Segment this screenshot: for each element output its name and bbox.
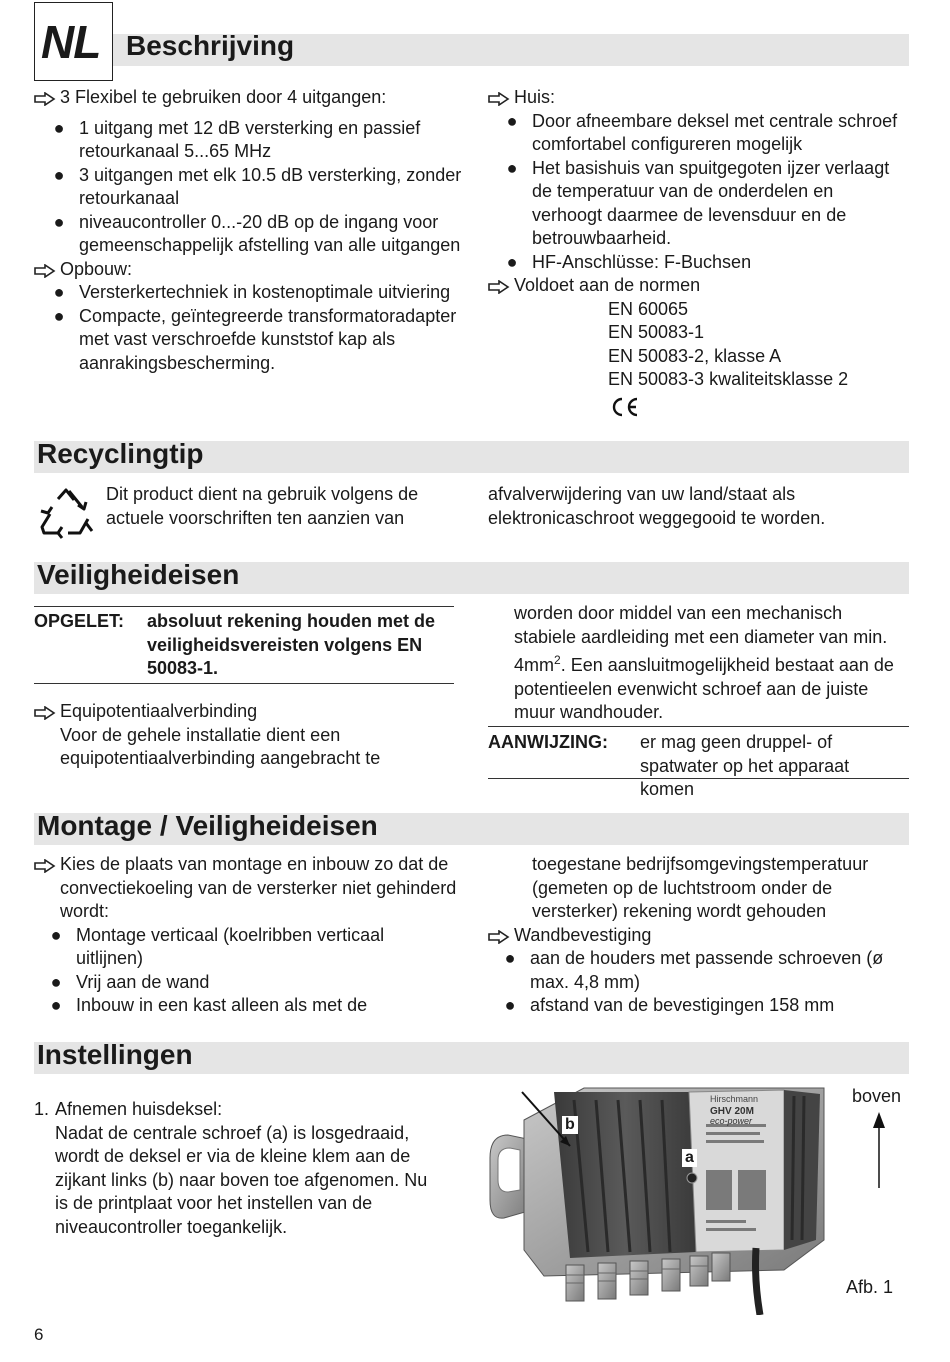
list-item: ● Door afneembare deksel met centrale schroef comfortabel configureren mogelijk <box>506 110 898 154</box>
list-item: ● Inbouw in een kast alleen als met de <box>50 995 368 1015</box>
divider <box>488 778 909 779</box>
hollow-arrow-right-icon <box>34 264 56 278</box>
warning-label: OPGELET: <box>34 611 125 631</box>
settings-step-text: Nadat de centrale schroef (a) is losgedraaid, wordt de deksel er via de kleine klem aan de zijkant links (b) naar boven toe afgenomen. Nu is de printplaat voor het instellen van de niveaucontroller toegankelijk. <box>55 1122 428 1237</box>
montage-right <box>488 853 908 1018</box>
list-item: ● afstand van de bevestigingen 158 mm <box>504 995 835 1015</box>
hollow-arrow-right-icon <box>34 859 56 873</box>
list-item: ● aan de houders met passende schroeven (ø max. 4,8 mm) <box>504 948 884 992</box>
description-right <box>488 86 908 424</box>
divider <box>34 606 454 607</box>
norm-item: EN 50083-2, klasse A <box>608 345 782 366</box>
hollow-arrow-right-icon <box>34 92 56 106</box>
list-item: ● HF-Anschlüsse: F-Buchsen <box>506 251 752 272</box>
figure-label-b: b <box>562 1116 578 1134</box>
hollow-arrow-right-icon <box>488 930 510 944</box>
list-item: ● Compacte, geïntegreerde transformatoradapter met vast verschroefde kunststof kap als aanrakingsbescherming. <box>53 305 457 373</box>
equipotential-block <box>34 700 454 771</box>
feature-opbouw: Opbouw: <box>34 258 464 282</box>
hollow-arrow-right-icon <box>34 706 56 720</box>
safety-right-text: worden door middel van een mechanisch stabiele aardleiding met een diameter van min. $4mm^2$. Een aansluitmogelijkheid bestaat aan de potentieelen evenwicht schroef aan de juiste muur wandhouder. <box>514 603 894 722</box>
list-item: ● Montage verticaal (koelribben verticaal uitlijnen) <box>50 924 385 968</box>
recycling-text-left: Dit product dient na gebruik volgens de actuele voorschriften ten aanzien van <box>106 484 419 528</box>
settings-step-title: Afnemen huisdeksel: <box>55 1099 223 1119</box>
equipotential-title: Equipotentiaalverbinding <box>60 701 258 721</box>
section-title-beschrijving: Beschrijving <box>126 30 295 61</box>
montage-continuation: toegestane bedrijfsomgevingstemperatuur (gemeten op de luchtstroom onder de versterker) rekening wordt gehouden <box>532 854 869 921</box>
list-item: ● Het basishuis van spuitgegoten ijzer verlaagt de temperatuur van de onderdelen en verhoogt daarmee de levensduur en de betrouwbaarheid. <box>506 157 890 248</box>
language-badge <box>34 2 113 81</box>
device-brand: Hirschmann <box>710 1094 759 1104</box>
montage-intro: Kies de plaats van montage en inbouw zo dat de convectiekoeling van de versterker niet gehinderd wordt: <box>60 854 457 921</box>
description-left <box>34 86 464 375</box>
list-item: ● niveaucontroller 0...-20 dB op de ingang voor gemeenschappelijk afstelling van alle uitgangen <box>53 211 461 255</box>
section-title-recycling: Recyclingtip <box>37 438 204 469</box>
section-title-veiligheid: Veiligheideisen <box>37 559 240 590</box>
feature-huis: Huis: <box>488 86 908 110</box>
settings-step <box>55 1098 440 1239</box>
list-item: ● 1 uitgang met 12 dB versterking en passief retourkanaal 5...65 MHz <box>53 117 421 161</box>
hollow-arrow-right-icon <box>488 280 510 294</box>
divider <box>488 726 909 727</box>
norm-item: EN 60065 <box>608 298 689 319</box>
feature-flex: 3 Flexibel te gebruiken door 4 uitgangen: <box>34 86 464 110</box>
language-code: NL <box>41 16 101 68</box>
recycling-text-right: afvalverwijdering van uw land/staat als elektronicaschroot weggegooid te worden. <box>488 484 826 528</box>
figure-label-a: a <box>682 1149 697 1167</box>
orientation-label: boven <box>852 1086 902 1106</box>
section-title-montage: Montage / Veiligheideisen <box>37 810 378 841</box>
equipotential-text: Voor de gehele installatie dient een equipotentiaalverbinding aangebracht te <box>60 724 381 768</box>
note-text: er mag geen druppel- of spatwater op het apparaat komen <box>640 732 850 799</box>
device-sub: eco-power <box>710 1116 753 1126</box>
montage-left <box>34 853 464 1018</box>
up-arrow-icon <box>872 1112 886 1193</box>
page-number: 6 <box>34 1325 44 1344</box>
wall-mount-title: Wandbevestiging <box>514 924 652 945</box>
hollow-arrow-right-icon <box>488 92 510 106</box>
device-model: GHV 20M <box>710 1106 754 1117</box>
note-label: AANWIJZING: <box>488 732 608 752</box>
section-title-instellingen: Instellingen <box>37 1039 193 1070</box>
divider <box>34 683 454 684</box>
ce-mark-icon <box>488 396 908 425</box>
list-item: ● Vrij aan de wand <box>50 971 210 992</box>
figure-caption: Afb. 1 <box>846 1277 894 1297</box>
list-item: ● 3 uitgangen met elk 10.5 dB versterking, zonder retourkanaal <box>53 164 462 208</box>
feature-normen: Voldoet aan de normen <box>488 274 908 298</box>
warning-text: absoluut rekening houden met de veiligheidsvereisten volgens EN 50083-1. <box>147 611 436 678</box>
device-figure <box>484 1080 834 1315</box>
list-item: ● Versterkertechniek in kostenoptimale uitviering <box>53 282 451 302</box>
norm-item: EN 50083-3 kwaliteitsklasse 2 <box>608 369 849 389</box>
recycle-icon <box>38 487 94 544</box>
settings-step-number: 1. <box>34 1099 50 1119</box>
norm-item: EN 50083-1 <box>608 322 705 342</box>
